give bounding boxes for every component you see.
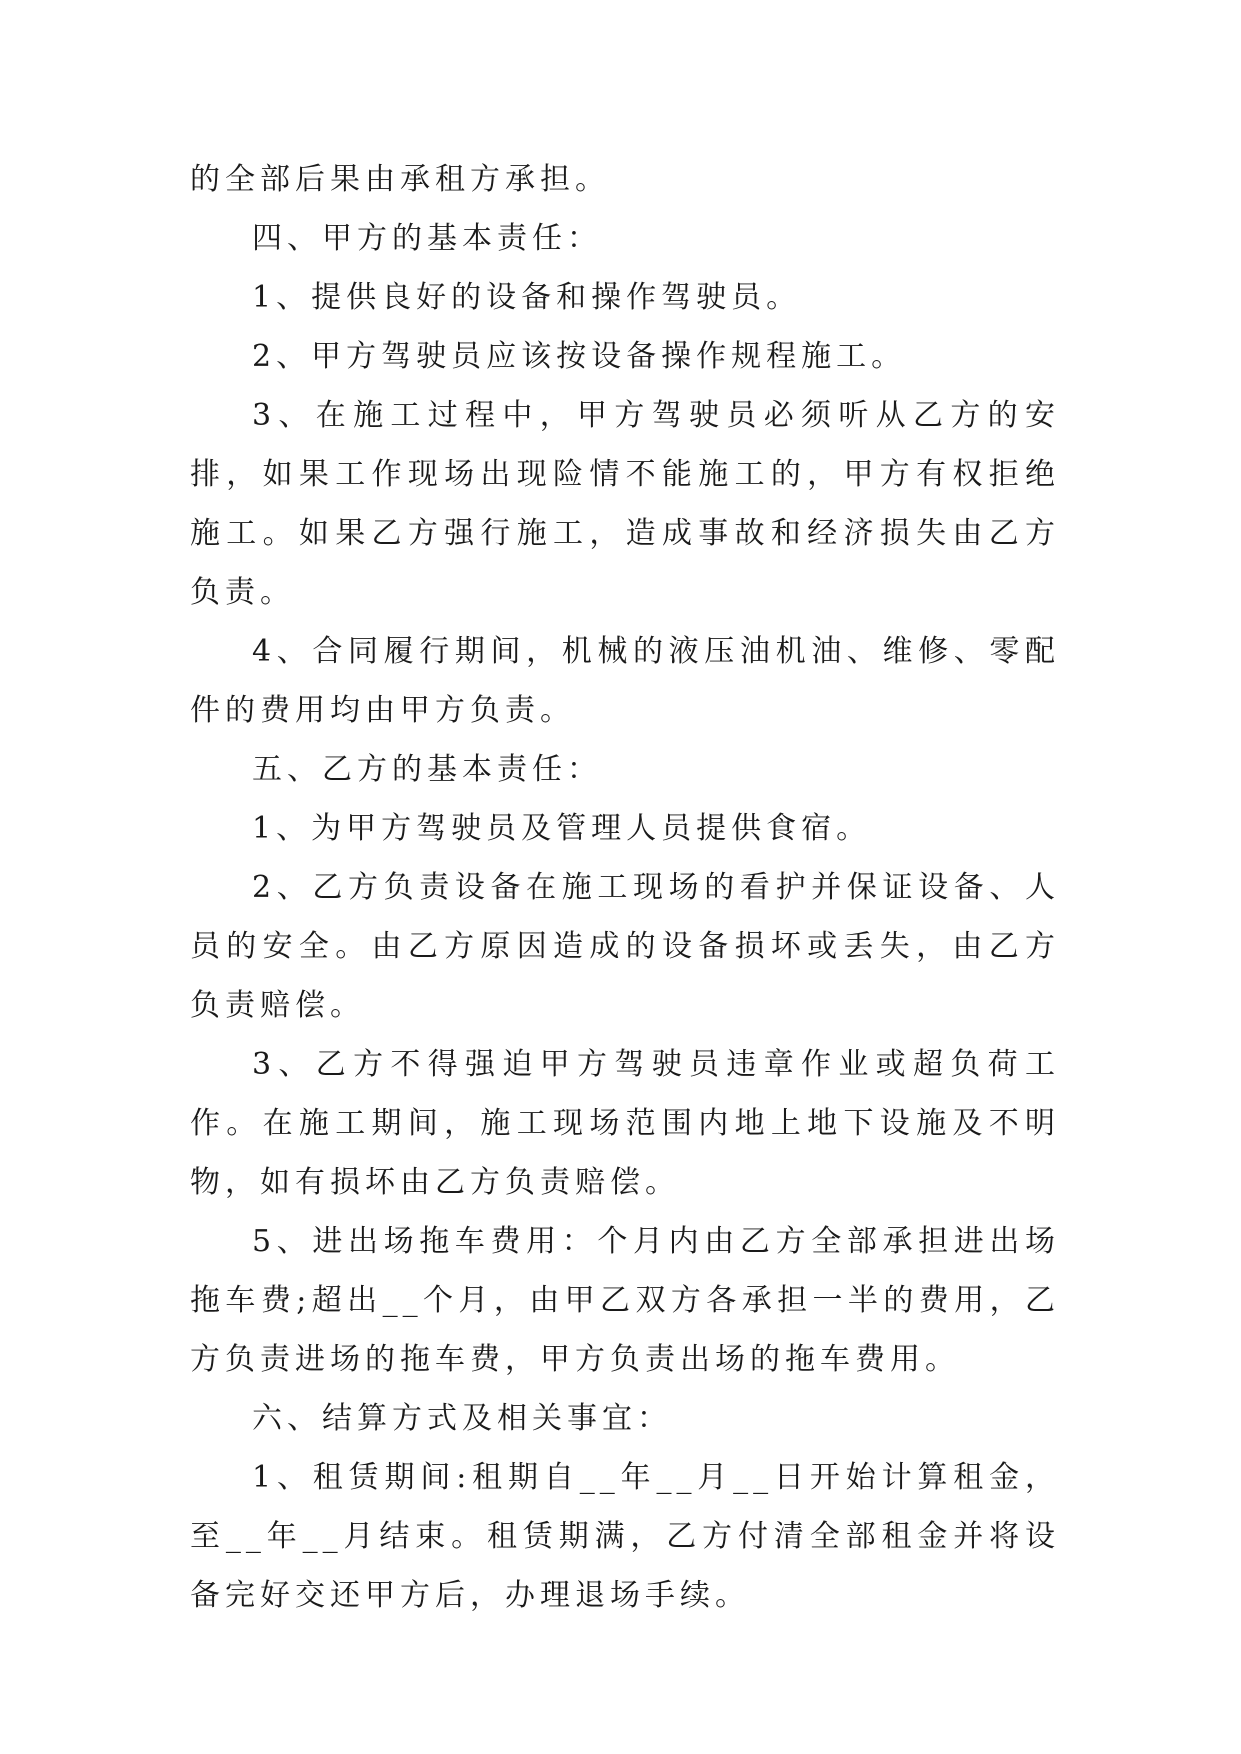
paragraph-b-5: 5、进出场拖车费用：个月内由乙方全部承担进出场拖车费;超出__个月，由甲乙双方各承担一半的费用，乙方负责进场的拖车费，甲方负责出场的拖车费用。 bbox=[190, 1224, 1060, 1377]
section-heading-settlement: 六、结算方式及相关事宜： bbox=[252, 1401, 672, 1436]
paragraph-continuation: 的全部后果由承租方承担。 bbox=[190, 162, 610, 197]
section-heading-party-a: 四、甲方的基本责任： bbox=[252, 221, 602, 256]
paragraph-a-1: 1、提供良好的设备和操作驾驶员。 bbox=[252, 280, 802, 315]
paragraph-b-1: 1、为甲方驾驶员及管理人员提供食宿。 bbox=[252, 811, 872, 846]
paragraph-a-3: 3、在施工过程中，甲方驾驶员必须听从乙方的安排，如果工作现场出现险情不能施工的，甲方有权拒绝施工。如果乙方强行施工，造成事故和经济损失由乙方负责。 bbox=[190, 398, 1060, 610]
paragraph-a-2: 2、甲方驾驶员应该按设备操作规程施工。 bbox=[252, 339, 907, 374]
paragraph-settlement-1: 1、租赁期间:租期自__年__月__日开始计算租金，至__年__月结束。租赁期满，乙方付清全部租金并将设备完好交还甲方后，办理退场手续。 bbox=[190, 1460, 1060, 1613]
paragraph-a-4: 4、合同履行期间，机械的液压油机油、维修、零配件的费用均由甲方负责。 bbox=[190, 634, 1060, 728]
document-page bbox=[190, 150, 1060, 1625]
paragraph-b-3: 3、乙方不得强迫甲方驾驶员违章作业或超负荷工作。在施工期间，施工现场范围内地上地下设施及不明物，如有损坏由乙方负责赔偿。 bbox=[190, 1047, 1060, 1200]
paragraph-b-2: 2、乙方负责设备在施工现场的看护并保证设备、人员的安全。由乙方原因造成的设备损坏或丢失，由乙方负责赔偿。 bbox=[190, 870, 1060, 1023]
section-heading-party-b: 五、乙方的基本责任： bbox=[252, 752, 602, 787]
